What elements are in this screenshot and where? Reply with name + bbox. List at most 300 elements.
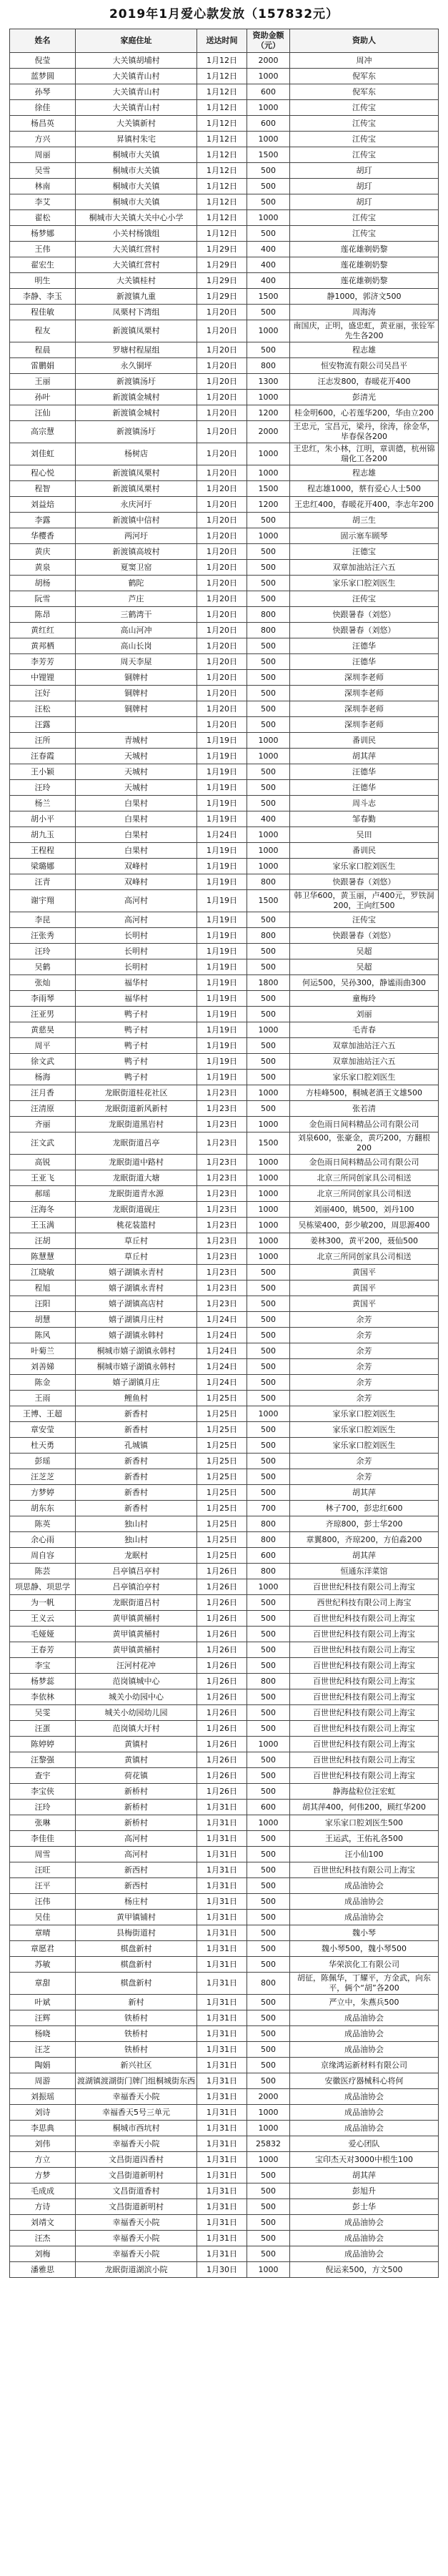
cell-name: 程友 (10, 320, 76, 342)
table-body (10, 53, 439, 2278)
cell-date: 1月20日 (197, 405, 247, 421)
cell-name: 汪所 (10, 733, 76, 749)
cell-donor: 家乐家口腔刘医生 (290, 1406, 439, 1422)
cell-amount: 1000 (247, 749, 290, 764)
cell-amount: 500 (247, 1847, 290, 1862)
cell-donor: 周斗志 (290, 796, 439, 811)
table-row (10, 465, 439, 481)
cell-date: 1月26日 (197, 1658, 247, 1674)
cell-date: 1月19日 (197, 959, 247, 975)
cell-amount: 500 (247, 342, 290, 358)
cell-amount: 600 (247, 116, 290, 132)
cell-address: 天城村 (76, 749, 197, 764)
cell-address: 桐城市西坑村 (76, 2121, 197, 2136)
cell-donor: 家乐家口腔刘医生500 (290, 1815, 439, 1831)
cell-donor: 程志雄1000，蔡有爱心人士500 (290, 481, 439, 497)
cell-donor: 姜林300，黄平200，聂仙500 (290, 1233, 439, 1249)
table-row (10, 1469, 439, 1485)
cell-date: 1月30日 (197, 2262, 247, 2278)
cell-address: 新西村 (76, 1862, 197, 1878)
cell-donor: 成品油协会 (290, 2121, 439, 2136)
cell-address: 嬉子湖镇永青村 (76, 1265, 197, 1280)
cell-amount: 500 (247, 1280, 290, 1296)
table-row (10, 890, 439, 912)
cell-amount: 800 (247, 1532, 290, 1548)
cell-name: 陶娟 (10, 2058, 76, 2073)
cell-address: 铜牌村 (76, 686, 197, 701)
cell-donor: 王忠红，朱小林，江明，章训德，杭州锦瑞化工各200 (290, 443, 439, 465)
table-row (10, 686, 439, 701)
cell-donor: 金色雨日间料精品公司有限公司 (290, 1155, 439, 1170)
table-row (10, 1862, 439, 1878)
header-row (10, 29, 439, 53)
cell-date: 1月26日 (197, 1689, 247, 1705)
cell-date: 1月19日 (197, 1070, 247, 1085)
cell-amount: 500 (247, 591, 290, 607)
cell-address: 城关小幼园幼儿园 (76, 1705, 197, 1721)
cell-amount: 1000 (247, 69, 290, 84)
cell-name: 章安莹 (10, 1422, 76, 1438)
cell-donor: 吴栋梁400，彭少敏200，周思源400 (290, 1218, 439, 1233)
cell-name: 方诗 (10, 2199, 76, 2215)
cell-date: 1月31日 (197, 1878, 247, 1894)
cell-name: 王伟 (10, 242, 76, 257)
cell-name: 王丽 (10, 374, 76, 390)
cell-donor: 王运武，王佑礼各500 (290, 1831, 439, 1847)
cell-name: 王程程 (10, 843, 76, 859)
table-row (10, 2168, 439, 2183)
cell-amount: 500 (247, 1642, 290, 1658)
cell-donor: 恒安物流有限公司吴昌平 (290, 358, 439, 374)
cell-amount: 1000 (247, 2105, 290, 2121)
table-row (10, 273, 439, 289)
cell-date: 1月26日 (197, 1579, 247, 1595)
cell-address: 高河村 (76, 912, 197, 928)
table-row (10, 928, 439, 944)
cell-donor: 吴田 (290, 827, 439, 843)
cell-amount: 800 (247, 623, 290, 638)
header-name: 姓名 (10, 29, 76, 53)
cell-name: 李静、李玉 (10, 289, 76, 305)
cell-address: 范岗镇大圩村 (76, 1721, 197, 1737)
cell-date: 1月25日 (197, 1485, 247, 1501)
cell-donor: 严立中，朱燕兵500 (290, 1995, 439, 2010)
cell-address: 新桥村 (76, 1784, 197, 1800)
cell-amount: 500 (247, 686, 290, 701)
cell-amount: 500 (247, 959, 290, 975)
table-row (10, 607, 439, 623)
cell-address: 天城村 (76, 764, 197, 780)
table-row (10, 1038, 439, 1054)
table-row (10, 1516, 439, 1532)
cell-date: 1月23日 (197, 1233, 247, 1249)
cell-address: 新渡镇凤栗村 (76, 465, 197, 481)
cell-date: 1月31日 (197, 2168, 247, 2183)
cell-donor: 余芳 (290, 1454, 439, 1469)
cell-donor: 魏小琴500，魏小琴500 (290, 1941, 439, 1957)
table-row (10, 342, 439, 358)
table-row (10, 1485, 439, 1501)
table-row (10, 2042, 439, 2058)
cell-name: 程心悦 (10, 465, 76, 481)
cell-donor: 金色雨日间料精品公司有限公司 (290, 1117, 439, 1132)
table-row (10, 1101, 439, 1117)
cell-date: 1月12日 (197, 116, 247, 132)
cell-name: 李芳芳 (10, 654, 76, 670)
cell-name: 余心雨 (10, 1532, 76, 1548)
cell-donor: 汪德宝 (290, 544, 439, 560)
cell-amount: 1000 (247, 1218, 290, 1233)
cell-address: 大关镇新村 (76, 116, 197, 132)
cell-donor: 北京三所同创家具公司相送 (290, 1186, 439, 1202)
cell-address: 草丘村 (76, 1233, 197, 1249)
table-row (10, 1328, 439, 1343)
cell-amount: 500 (247, 944, 290, 959)
cell-address: 龙眠街道桂花社区 (76, 1085, 197, 1101)
cell-address: 渡湖镇渡湖街门牌门组桐城街东西 (76, 2073, 197, 2089)
table-row (10, 53, 439, 69)
cell-address: 鹤陀 (76, 576, 197, 591)
table-row (10, 2121, 439, 2136)
cell-donor: 深圳李老师 (290, 686, 439, 701)
cell-name: 阮雪 (10, 591, 76, 607)
cell-date: 1月12日 (197, 194, 247, 210)
cell-amount: 400 (247, 242, 290, 257)
cell-amount: 1000 (247, 1155, 290, 1170)
cell-date: 1月19日 (197, 1007, 247, 1022)
table-row (10, 1995, 439, 2010)
cell-amount: 1300 (247, 374, 290, 390)
cell-amount: 500 (247, 1101, 290, 1117)
cell-amount: 500 (247, 1296, 290, 1312)
cell-address: 双峰村 (76, 874, 197, 890)
table-row (10, 528, 439, 544)
table-row (10, 1359, 439, 1375)
header-donor: 资助人 (290, 29, 439, 53)
cell-donor: 快跟暑春（刘悠） (290, 607, 439, 623)
cell-donor: 百世世纪科技有限公司上海宝 (290, 1737, 439, 1752)
cell-amount: 1000 (247, 1186, 290, 1202)
cell-name: 李宝 (10, 1658, 76, 1674)
cell-donor: 家乐家口腔刘医生 (290, 1438, 439, 1454)
cell-name: 汪玲 (10, 1800, 76, 1815)
table-row (10, 1070, 439, 1085)
cell-amount: 500 (247, 1658, 290, 1674)
table-row (10, 210, 439, 226)
cell-date: 1月31日 (197, 2152, 247, 2168)
cell-donor: 番训民 (290, 843, 439, 859)
cell-address: 高河村 (76, 1847, 197, 1862)
table-row (10, 2010, 439, 2026)
cell-date: 1月29日 (197, 273, 247, 289)
cell-address: 铜牌村 (76, 701, 197, 717)
table-row (10, 1768, 439, 1784)
cell-donor: 双章加油站汪六五 (290, 1054, 439, 1070)
cell-amount: 1000 (247, 827, 290, 843)
cell-date: 1月19日 (197, 874, 247, 890)
cell-address: 新香村 (76, 1485, 197, 1501)
cell-date: 1月19日 (197, 975, 247, 991)
cell-address: 永久铜坪 (76, 358, 197, 374)
cell-donor: 胡玎 (290, 179, 439, 194)
cell-name: 黄红红 (10, 623, 76, 638)
cell-donor: 周海涛 (290, 305, 439, 320)
cell-name: 胡杨 (10, 576, 76, 591)
cell-date: 1月19日 (197, 811, 247, 827)
cell-donor: 成品油协会 (290, 2089, 439, 2105)
cell-name: 明生 (10, 273, 76, 289)
cell-date: 1月29日 (197, 289, 247, 305)
table-row (10, 1438, 439, 1454)
cell-donor: 成品油协会 (290, 2105, 439, 2121)
cell-amount: 400 (247, 811, 290, 827)
cell-address: 鸭子村 (76, 1054, 197, 1070)
cell-donor: 百世世纪科技有限公司上海宝 (290, 1642, 439, 1658)
table-row (10, 1548, 439, 1564)
cell-name: 李依林 (10, 1689, 76, 1705)
cell-address: 罗塘村程屋组 (76, 342, 197, 358)
cell-amount: 500 (247, 576, 290, 591)
cell-name: 程智 (10, 481, 76, 497)
table-row (10, 1579, 439, 1595)
cell-date: 1月20日 (197, 607, 247, 623)
cell-amount: 500 (247, 796, 290, 811)
table-row (10, 1218, 439, 1233)
cell-date: 1月19日 (197, 991, 247, 1007)
cell-name: 李佳佳 (10, 1831, 76, 1847)
cell-address: 双峰村 (76, 859, 197, 874)
cell-address: 桐城市大关镇 (76, 179, 197, 194)
cell-address: 棋盘新村 (76, 1941, 197, 1957)
cell-donor: 胡其萍 (290, 2168, 439, 2183)
cell-address: 桐城市嬉子湖镇永韩村 (76, 1343, 197, 1359)
cell-name: 汪芝 (10, 2042, 76, 2058)
cell-date: 1月24日 (197, 1312, 247, 1328)
cell-address: 长明村 (76, 944, 197, 959)
table-row (10, 2073, 439, 2089)
cell-address: 鸭子村 (76, 1007, 197, 1022)
cell-address: 杨庄村 (76, 1894, 197, 1910)
cell-date: 1月25日 (197, 1501, 247, 1516)
cell-address: 新渡镇中信村 (76, 513, 197, 528)
table-row (10, 481, 439, 497)
table-row (10, 2199, 439, 2215)
cell-date: 1月31日 (197, 2026, 247, 2042)
cell-address: 黄甲镇黄桶村 (76, 1642, 197, 1658)
cell-date: 1月25日 (197, 1532, 247, 1548)
cell-date: 1月20日 (197, 358, 247, 374)
cell-address: 幸福香天小院 (76, 2215, 197, 2231)
table-row (10, 874, 439, 890)
cell-name: 胡九玉 (10, 827, 76, 843)
cell-amount: 1000 (247, 443, 290, 465)
cell-name: 雷鹏娟 (10, 358, 76, 374)
cell-name: 汪平 (10, 1878, 76, 1894)
cell-amount: 500 (247, 2010, 290, 2026)
cell-amount: 1000 (247, 1022, 290, 1038)
cell-amount: 1000 (247, 320, 290, 342)
cell-name: 刘诗 (10, 2105, 76, 2121)
cell-address: 龙眠街道黑岩村 (76, 1117, 197, 1132)
cell-date: 1月31日 (197, 1862, 247, 1878)
cell-donor: 彭旭升 (290, 2183, 439, 2199)
table-row (10, 1737, 439, 1752)
cell-donor: 汪德华 (290, 638, 439, 654)
cell-amount: 500 (247, 2183, 290, 2199)
cell-donor: 齐琼800，彭士华200 (290, 1516, 439, 1532)
cell-amount: 1000 (247, 390, 290, 405)
cell-address: 幸福香天小院 (76, 2136, 197, 2152)
cell-name: 毛成成 (10, 2183, 76, 2199)
cell-date: 1月31日 (197, 1815, 247, 1831)
cell-name: 汪辉 (10, 2010, 76, 2026)
cell-address: 长明村 (76, 928, 197, 944)
cell-date: 1月31日 (197, 1847, 247, 1862)
cell-donor: 童梅玲 (290, 991, 439, 1007)
cell-amount: 1000 (247, 1249, 290, 1265)
cell-name: 汪玲 (10, 944, 76, 959)
table-row (10, 811, 439, 827)
cell-name: 刘益焙 (10, 497, 76, 513)
cell-amount: 500 (247, 912, 290, 928)
cell-address: 铁桥村 (76, 2026, 197, 2042)
cell-amount: 500 (247, 717, 290, 733)
cell-amount: 500 (247, 2073, 290, 2089)
table-row (10, 1501, 439, 1516)
cell-amount: 500 (247, 2026, 290, 2042)
cell-address: 幸福香天5号三单元 (76, 2105, 197, 2121)
cell-name: 翟松 (10, 210, 76, 226)
table-row (10, 576, 439, 591)
cell-name: 汪青 (10, 874, 76, 890)
cell-donor: 余芳 (290, 1391, 439, 1406)
cell-address: 新渡镇凤栗村 (76, 481, 197, 497)
table-row (10, 1117, 439, 1132)
cell-donor: 汪德华 (290, 764, 439, 780)
table-row (10, 1280, 439, 1296)
cell-amount: 1000 (247, 528, 290, 544)
cell-date: 1月26日 (197, 1611, 247, 1627)
cell-donor: 江传宝 (290, 100, 439, 116)
cell-name: 刘振瑶 (10, 2089, 76, 2105)
cell-date: 1月23日 (197, 1186, 247, 1202)
cell-date: 1月19日 (197, 733, 247, 749)
table-row (10, 1343, 439, 1359)
cell-address: 白果村 (76, 796, 197, 811)
cell-amount: 1000 (247, 2121, 290, 2136)
table-row (10, 1085, 439, 1101)
cell-date: 1月31日 (197, 2010, 247, 2026)
cell-date: 1月31日 (197, 2042, 247, 2058)
cell-name: 林南 (10, 179, 76, 194)
cell-date: 1月31日 (197, 2199, 247, 2215)
cell-date: 1月25日 (197, 1516, 247, 1532)
cell-name: 华樱香 (10, 528, 76, 544)
cell-amount: 1500 (247, 1132, 290, 1155)
header-date: 送达时间 (197, 29, 247, 53)
cell-amount: 800 (247, 874, 290, 890)
cell-donor: 西世纪科技有限公司上海宝 (290, 1595, 439, 1611)
cell-date: 1月29日 (197, 242, 247, 257)
cell-name: 张灿 (10, 975, 76, 991)
table-row (10, 69, 439, 84)
table-row (10, 1265, 439, 1280)
cell-name: 苏敏 (10, 1957, 76, 1973)
table-row (10, 1957, 439, 1973)
table-row (10, 390, 439, 405)
cell-date: 1月20日 (197, 701, 247, 717)
table-row (10, 2026, 439, 2042)
cell-name: 刘靖文 (10, 2215, 76, 2231)
cell-donor: 京缘鸿运新材料有限公司 (290, 2058, 439, 2073)
cell-name: 王雨 (10, 1391, 76, 1406)
cell-donor: 胡三生 (290, 513, 439, 528)
cell-address: 天城村 (76, 780, 197, 796)
cell-name: 李宝侠 (10, 1784, 76, 1800)
cell-address: 县梅街道村 (76, 1925, 197, 1941)
cell-name: 杨海 (10, 1070, 76, 1085)
cell-donor: 江传宝 (290, 132, 439, 147)
cell-amount: 500 (247, 194, 290, 210)
cell-donor: 黄国平 (290, 1280, 439, 1296)
cell-donor: 深圳李老师 (290, 670, 439, 686)
cell-donor: 汪德华 (290, 654, 439, 670)
cell-address: 大关镇青山村 (76, 84, 197, 100)
table-row (10, 1831, 439, 1847)
cell-amount: 500 (247, 1359, 290, 1375)
cell-name: 倪莹 (10, 53, 76, 69)
cell-donor: 桂金明600，心若莲华200，华由立200 (290, 405, 439, 421)
cell-donor: 成品油协会 (290, 1894, 439, 1910)
table-row (10, 638, 439, 654)
cell-donor: 恒通东洋菜馆 (290, 1564, 439, 1579)
table-row (10, 1249, 439, 1265)
table-row (10, 1296, 439, 1312)
cell-address: 福华村 (76, 991, 197, 1007)
cell-address: 凤栗村下湾组 (76, 305, 197, 320)
cell-amount: 500 (247, 1438, 290, 1454)
cell-address: 新桥村 (76, 1815, 197, 1831)
cell-amount: 1000 (247, 1085, 290, 1101)
table-row (10, 2136, 439, 2152)
cell-name: 陈金 (10, 1375, 76, 1391)
cell-name: 中锂锂 (10, 670, 76, 686)
cell-donor: 林子700，彭忠红600 (290, 1501, 439, 1516)
cell-amount: 500 (247, 764, 290, 780)
cell-address: 新渡镇凤栗村 (76, 320, 197, 342)
cell-donor: 成品油协会 (290, 1910, 439, 1925)
cell-address: 新香村 (76, 1454, 197, 1469)
cell-amount: 600 (247, 84, 290, 100)
cell-amount: 500 (247, 1375, 290, 1391)
cell-donor: 刘丽400，姚500，刘丹100 (290, 1202, 439, 1218)
cell-date: 1月25日 (197, 1406, 247, 1422)
table-row (10, 513, 439, 528)
cell-date: 1月19日 (197, 890, 247, 912)
cell-amount: 400 (247, 257, 290, 273)
cell-name: 章愿君 (10, 1941, 76, 1957)
cell-date: 1月23日 (197, 1280, 247, 1296)
cell-date: 1月31日 (197, 2073, 247, 2089)
cell-amount: 1200 (247, 405, 290, 421)
cell-name: 彭瑶 (10, 1454, 76, 1469)
cell-date: 1月31日 (197, 1941, 247, 1957)
cell-date: 1月19日 (197, 912, 247, 928)
cell-amount: 500 (247, 1611, 290, 1627)
header-amount: 资助金额（元） (247, 29, 290, 53)
cell-donor: 家乐家口腔刘医生 (290, 576, 439, 591)
cell-amount: 500 (247, 1627, 290, 1642)
